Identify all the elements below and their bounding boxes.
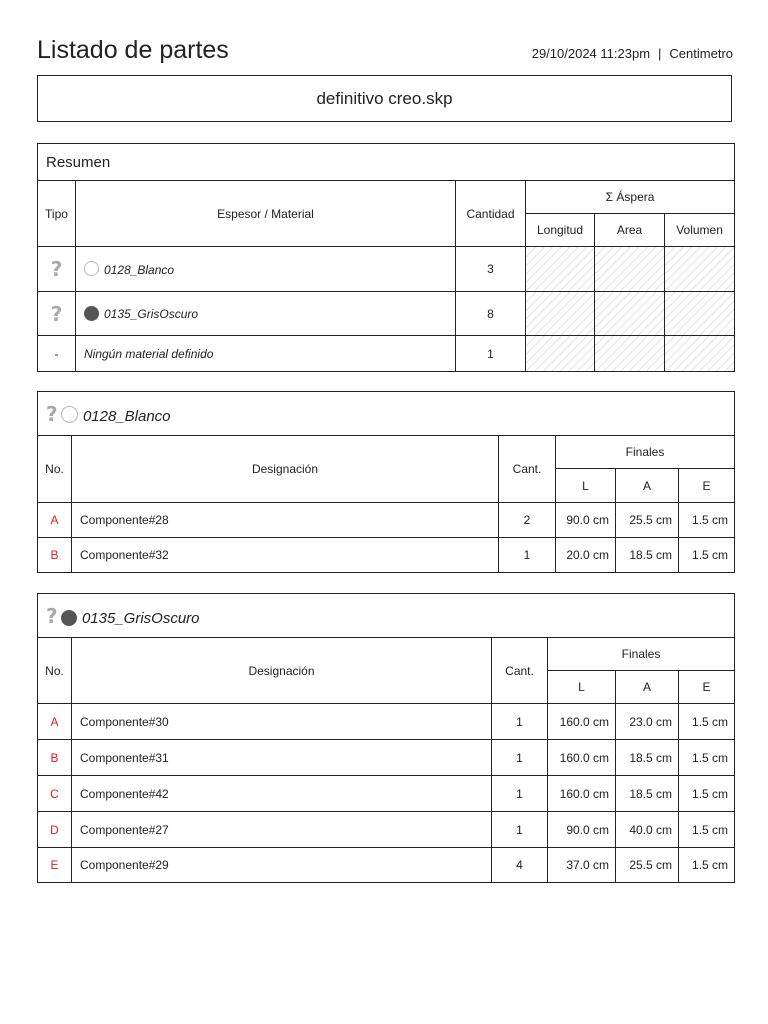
col-material: Espesor / Material	[76, 181, 456, 247]
col-finales: Finales	[548, 638, 735, 671]
table-row	[38, 292, 735, 336]
row-letter: A	[38, 704, 72, 740]
length: 37.0 cm	[548, 848, 616, 883]
quantity: 8	[456, 292, 526, 336]
table-row	[38, 740, 735, 776]
table-row	[38, 247, 735, 292]
unit-label: Centimetro	[669, 46, 733, 61]
quantity: 1	[456, 336, 526, 372]
col-cant: Cant.	[492, 638, 548, 704]
designation: Componente#31	[72, 740, 492, 776]
summary-table	[37, 143, 735, 372]
quantity: 1	[492, 704, 548, 740]
col-tipo: Tipo	[38, 181, 76, 247]
file-name: definitivo creo.skp	[316, 88, 453, 108]
width: 18.5 cm	[616, 740, 679, 776]
summary-caption: Resumen	[38, 144, 735, 181]
col-cant: Cant.	[499, 436, 556, 503]
width: 18.5 cm	[616, 776, 679, 812]
col-e: E	[679, 671, 735, 704]
hatched-cell	[526, 336, 595, 372]
col-designacion: Designación	[72, 436, 499, 503]
hatched-cell	[665, 336, 735, 372]
row-letter: B	[38, 740, 72, 776]
material-name: 0128_Blanco	[104, 263, 175, 277]
col-e: E	[679, 469, 735, 503]
length: 90.0 cm	[556, 503, 616, 538]
col-volumen: Volumen	[665, 214, 735, 247]
question-icon: ?	[50, 257, 63, 281]
table-row	[38, 336, 735, 372]
col-l: L	[556, 469, 616, 503]
row-letter: D	[38, 812, 72, 848]
hatched-cell	[665, 247, 735, 292]
designation: Componente#42	[72, 776, 492, 812]
col-designacion: Designación	[72, 638, 492, 704]
width: 25.5 cm	[616, 503, 679, 538]
length: 20.0 cm	[556, 538, 616, 573]
quantity: 1	[499, 538, 556, 573]
quantity: 4	[492, 848, 548, 883]
material-table-blanco	[37, 391, 735, 573]
table-row	[38, 776, 735, 812]
page-header	[37, 36, 733, 66]
table-row	[38, 538, 735, 573]
length: 160.0 cm	[548, 740, 616, 776]
quantity: 1	[492, 740, 548, 776]
table-row	[38, 848, 735, 883]
meta-separator: |	[658, 46, 662, 61]
length: 90.0 cm	[548, 812, 616, 848]
designation: Componente#30	[72, 704, 492, 740]
file-name-box	[37, 75, 732, 122]
col-l: L	[548, 671, 616, 704]
dark-swatch-icon	[61, 610, 77, 626]
col-cantidad: Cantidad	[456, 181, 526, 247]
question-icon: ?	[50, 301, 63, 326]
length: 160.0 cm	[548, 776, 616, 812]
col-no: No.	[38, 436, 72, 503]
quantity: 3	[456, 247, 526, 292]
question-icon: ?	[46, 603, 58, 628]
quantity: 1	[492, 776, 548, 812]
table-row	[38, 704, 735, 740]
section-header	[38, 594, 735, 638]
length: 160.0 cm	[548, 704, 616, 740]
section-title: 0135_GrisOscuro	[81, 609, 200, 627]
width: 18.5 cm	[616, 538, 679, 573]
table-row	[38, 812, 735, 848]
white-swatch-icon	[61, 406, 78, 423]
section-header	[38, 392, 735, 436]
thickness: 1.5 cm	[679, 538, 735, 573]
col-a: A	[616, 469, 679, 503]
col-aspera: Σ Áspera	[526, 181, 735, 214]
row-letter: C	[38, 776, 72, 812]
table-row	[38, 503, 735, 538]
thickness: 1.5 cm	[679, 740, 735, 776]
hatched-cell	[595, 336, 665, 372]
question-icon: ?	[46, 401, 58, 426]
quantity: 1	[492, 812, 548, 848]
row-letter: A	[38, 503, 72, 538]
designation: Componente#29	[72, 848, 492, 883]
hatched-cell	[526, 247, 595, 292]
thickness: 1.5 cm	[679, 704, 735, 740]
white-swatch-icon	[84, 261, 99, 276]
designation: Componente#32	[72, 538, 499, 573]
designation: Componente#27	[72, 812, 492, 848]
section-title: 0128_Blanco	[82, 407, 171, 425]
thickness: 1.5 cm	[679, 812, 735, 848]
col-finales: Finales	[556, 436, 735, 469]
material-name: 0135_GrisOscuro	[104, 307, 199, 321]
material-table-grisoscuro	[37, 593, 735, 883]
hatched-cell	[526, 292, 595, 336]
col-longitud: Longitud	[526, 214, 595, 247]
report-datetime: 29/10/2024 11:23pm	[531, 46, 651, 61]
dark-swatch-icon	[84, 306, 99, 321]
thickness: 1.5 cm	[679, 848, 735, 883]
width: 25.5 cm	[616, 848, 679, 883]
tipo-dash: -	[38, 336, 76, 372]
row-letter: B	[38, 538, 72, 573]
header-meta	[532, 46, 733, 61]
col-no: No.	[38, 638, 72, 704]
designation: Componente#28	[72, 503, 499, 538]
col-a: A	[616, 671, 679, 704]
hatched-cell	[665, 292, 735, 336]
hatched-cell	[595, 292, 665, 336]
page-title: Listado de partes	[37, 36, 229, 64]
hatched-cell	[595, 247, 665, 292]
thickness: 1.5 cm	[679, 503, 735, 538]
row-letter: E	[38, 848, 72, 883]
material-name: Ningún material definido	[76, 336, 456, 372]
width: 23.0 cm	[616, 704, 679, 740]
thickness: 1.5 cm	[679, 776, 735, 812]
col-area: Area	[595, 214, 665, 247]
width: 40.0 cm	[616, 812, 679, 848]
quantity: 2	[499, 503, 556, 538]
